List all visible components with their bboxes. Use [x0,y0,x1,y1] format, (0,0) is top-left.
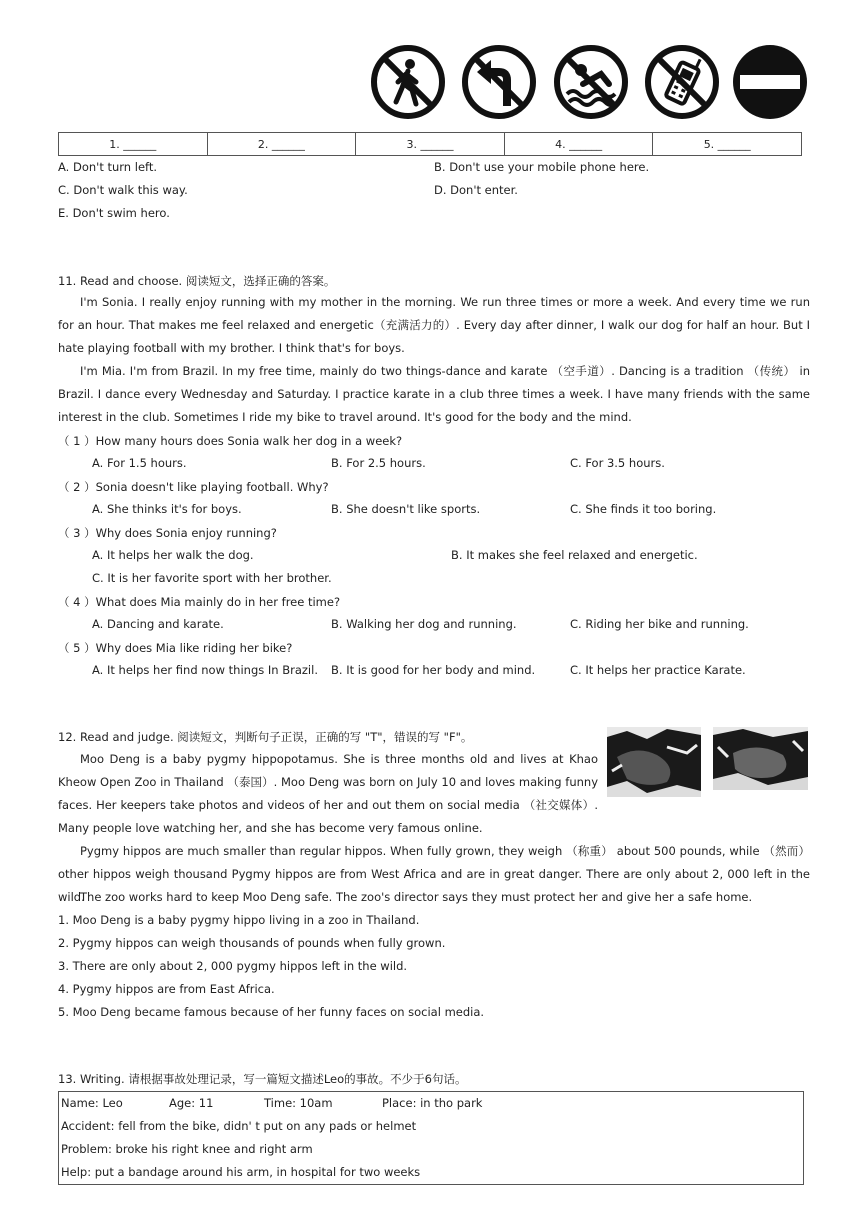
q11-option: B. She doesn't like sports. [331,502,481,516]
q12-paragraph-2: Pygmy hippos are much smaller than regular hippos. When fully grown, they weigh （称重） about 500 pounds, while （然而） other hippos weigh thousand Pygmy hippos are from West Africa and are in great danger. There are only about 2, 000 left in the wild. [58,844,810,904]
q12-paragraph-3: The zoo works hard to keep Moo Deng safe. The zoo's director says they must protect her and give her a safe home. [80,890,753,904]
q11-option: A. Dancing and karate. [92,617,224,631]
answer-blank[interactable]: 5. ______ [653,133,802,156]
record-help: Help: put a bandage around his arm, in hospital for two weeks [61,1165,421,1179]
q11-option: C. It is her favorite sport with her brother. [92,571,332,585]
record-problem: Problem: broke his right knee and right arm [61,1142,313,1156]
q11-question: （ 3 ）Why does Sonia enjoy running? [58,526,277,540]
no-mobile-phone-sign-icon [644,44,720,120]
q11-option: A. For 1.5 hours. [92,456,187,470]
record-age: Age: 11 [169,1096,214,1110]
q11-option: B. It makes she feel relaxed and energetic. [451,548,698,562]
q12-heading: 12. Read and judge. 阅读短文，判断句子正误，正确的写 "T"，错误的写 "F"。 [58,730,473,744]
no-left-turn-sign-icon [461,44,537,120]
q11-option: C. It helps her practice Karate. [570,663,746,677]
answer-blank[interactable]: 3. ______ [356,133,505,156]
q11-option: A. She thinks it's for boys. [92,502,242,516]
q11-option: C. For 3.5 hours. [570,456,665,470]
q11-question: （ 5 ）Why does Mia like riding her bike? [58,641,293,655]
q11-heading: 11. Read and choose. 阅读短文，选择正确的答案。 [58,274,336,288]
q11-option: B. It is good for her body and mind. [331,663,536,677]
sign-option-b: B. Don't use your mobile phone here. [434,160,650,174]
no-entry-sign-icon [732,44,808,120]
record-time: Time: 10am [264,1096,333,1110]
record-accident: Accident: fell from the bike, didn' t put on any pads or helmet [61,1119,417,1133]
answer-blank[interactable]: 2. ______ [207,133,356,156]
q11-option: A. It helps her find now things In Brazil. [92,663,318,677]
hippo-photo [713,727,808,790]
q12-statement: 5. Moo Deng became famous because of her funny faces on social media. [58,1005,485,1019]
q11-option: B. For 2.5 hours. [331,456,426,470]
q11-option: C. Riding her bike and running. [570,617,749,631]
q11-option: C. She finds it too boring. [570,502,717,516]
q13-heading: 13. Writing. 请根据事故处理记录，写一篇短文描述Leo的事故。不少于6句话。 [58,1072,467,1086]
record-place: Place: in tho park [382,1096,483,1110]
no-swimming-sign-icon [553,44,629,120]
hippo-photo [607,727,701,797]
q12-statement: 4. Pygmy hippos are from East Africa. [58,982,275,996]
sign-option-d: D. Don't enter. [434,183,518,197]
no-walking-sign-icon [370,44,446,120]
q11-paragraph-mia: I'm Mia. I'm from Brazil. In my free time, mainly do two things-dance and karate （空手道）. Dancing is a tradition （传统） in Brazil. I dance every Wednesday and Saturday. I practice karate in a club three times a week. I have many friends with the same interest in the club. Sometimes I ride my bike to travel around. It's good for the body and the mind. [58,364,810,424]
q12-statement: 3. There are only about 2, 000 pygmy hippos left in the wild. [58,959,408,973]
sign-option-c: C. Don't walk this way. [58,183,188,197]
q11-question: （ 1 ）How many hours does Sonia walk her dog in a week? [58,434,403,448]
accident-record-box [58,1091,804,1185]
q11-option: A. It helps her walk the dog. [92,548,254,562]
sign-option-a: A. Don't turn left. [58,160,158,174]
answer-blank[interactable]: 1. ______ [59,133,208,156]
q11-option: B. Walking her dog and running. [331,617,517,631]
sign-option-e: E. Don't swim hero. [58,206,170,220]
answer-table [58,132,802,156]
answer-blank[interactable]: 4. ______ [504,133,653,156]
q11-question: （ 2 ）Sonia doesn't like playing football. Why? [58,480,329,494]
q12-statement: 1. Moo Deng is a baby pygmy hippo living in a zoo in Thailand. [58,913,420,927]
q11-question: （ 4 ）What does Mia mainly do in her free time? [58,595,341,609]
q12-statement: 2. Pygmy hippos can weigh thousands of pounds when fully grown. [58,936,446,950]
q12-paragraph-1: Moo Deng is a baby pygmy hippopotamus. She is three months old and lives at Khao Kheow Open Zoo in Thailand （泰国）. Moo Deng was born on July 10 and loves making funny faces. Her keepers take photos and videos of her and out them on social media （社交媒体）. Many people love watching her, and she has become very famous online. [58,752,598,835]
record-name: Name: Leo [61,1096,123,1110]
q11-paragraph-sonia: I'm Sonia. I really enjoy running with my mother in the morning. We run three times or more a week. And every time we run for an hour. That makes me feel relaxed and energetic（充满活力的）. Every day after dinner, I walk our dog for half an hour. But I hate playing football with my brother. I think that's for boys. [58,295,810,355]
